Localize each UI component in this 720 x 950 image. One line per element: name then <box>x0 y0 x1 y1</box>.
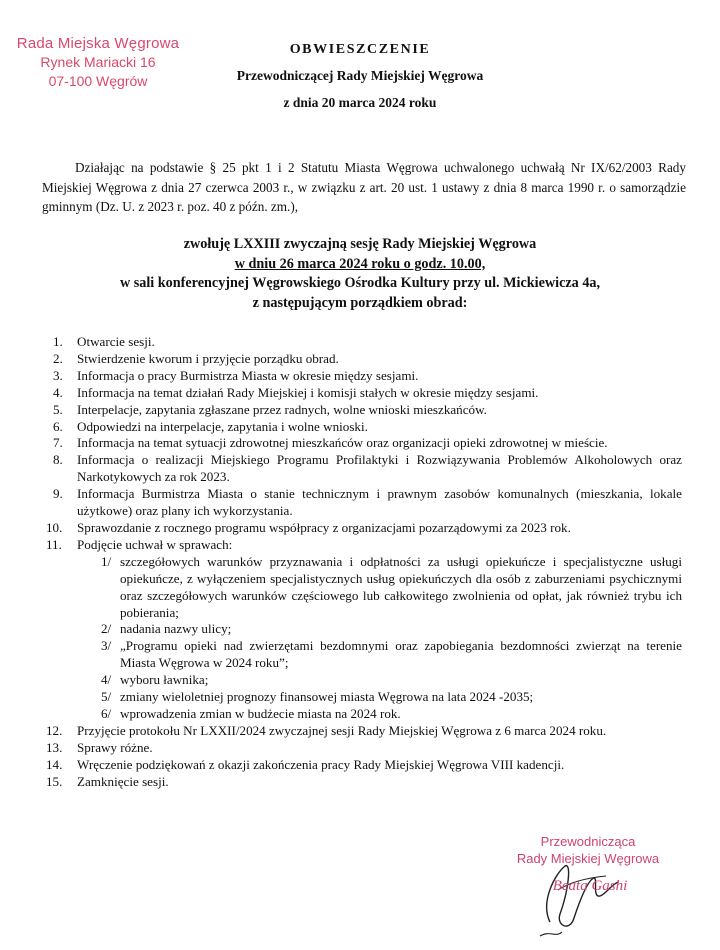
agenda-item <box>0 334 720 351</box>
convocation-agenda-intro: z następującym porządkiem obrad: <box>252 294 468 311</box>
signature-name-stamp: Beata Gashi <box>552 878 628 894</box>
agenda-item-text: Informacja o pracy Burmistrza Miasta w okresie między sesjami. <box>77 367 419 383</box>
agenda-item-number: 2. <box>53 350 63 366</box>
resolution-text: wprowadzenia zmian w budżecie miasta na 2024 rok. <box>120 705 401 721</box>
agenda-item-number: 11. <box>46 536 62 552</box>
agenda-item-text: Stwierdzenie kworum i przyjęcie porządku obrad. <box>77 350 339 366</box>
agenda-item-number: 14. <box>46 756 63 772</box>
agenda-item-number: 4. <box>53 384 63 400</box>
agenda-item-text: Informacja Burmistrza Miasta o stanie technicznym i prawnym zasobów komunalnych (mieszkania, lokale użytkowe) oraz plany ich wykorzystania. <box>77 486 682 519</box>
resolution-number: 5/ <box>101 689 112 705</box>
agenda-item-number: 12. <box>46 722 63 738</box>
agenda-item-text: Odpowiedzi na interpelacje, zapytania i wolne wnioski. <box>77 418 368 434</box>
agenda-item <box>0 351 720 368</box>
document-title: OBWIESZCZENIE <box>289 42 431 57</box>
signature-title: Przewodnicząca <box>540 834 636 849</box>
agenda-item-text: Informacja o realizacji Miejskiego Programu Profilaktyki i Rozwiązywania Problemów Alkoholowych oraz Narkotykowych za rok 2023. <box>77 452 682 485</box>
legal-basis-paragraph: Działając na podstawie § 25 pkt 1 i 2 Statutu Miasta Węgrowa uchwalonego uchwałą Nr IX/62/2003 Rady Miejskiej Węgrowa z dnia 27 czerwca 2003 r., w związku z art. 20 ust. 1 ustawy z dnia 8 marca 1990 r. o samorządzie gminnym (Dz. U. z 2023 r. poz. 40 z późn. zm.), <box>42 160 686 214</box>
agenda-item <box>0 723 720 740</box>
agenda-item-number: 1. <box>53 334 63 349</box>
agenda-item-text: Informacja na temat sytuacji zdrowotnej mieszkańców oraz organizacji opieki zdrowotnej w mieście. <box>77 435 608 451</box>
agenda-item-number: 5. <box>53 401 63 417</box>
agenda-item-number: 7. <box>53 435 63 451</box>
convocation-location-line: w sali konferencyjnej Węgrowskiego Ośrodka Kultury przy ul. Mickiewicza 4a, <box>119 275 601 291</box>
agenda-item-text: Otwarcie sesji. <box>77 334 155 349</box>
document-subtitle-issuer: Przewodniczącej Rady Miejskiej Węgrowa <box>236 68 484 83</box>
agenda-list <box>0 334 720 790</box>
resolution-item <box>0 672 720 689</box>
resolution-text: „Programu opieki nad zwierzętami bezdomnymi oraz zapobiegania bezdomności zwierząt na terenie Miasta Węgrowa w 2024 roku”; <box>120 638 682 671</box>
stamp-line-1: Rada Miejska Węgrowa <box>16 35 180 52</box>
resolution-number: 1/ <box>101 553 112 569</box>
agenda-item <box>0 740 720 757</box>
resolution-item <box>0 621 720 638</box>
agenda-item <box>0 419 720 436</box>
agenda-item <box>0 385 720 402</box>
agenda-item-resolutions <box>0 537 720 554</box>
agenda-item-number: 8. <box>53 452 63 468</box>
resolution-text: wyboru ławnika; <box>120 672 209 688</box>
convocation-date-line: w dniu 26 marca 2024 roku o godz. 10.00, <box>234 255 486 272</box>
agenda-item-text: Zamknięcie sesji. <box>77 773 169 789</box>
resolution-number: 4/ <box>101 672 112 688</box>
resolution-item <box>0 638 720 672</box>
agenda-item-text: Sprawy różne. <box>77 739 153 755</box>
agenda-item-text: Przyjęcie protokołu Nr LXXII/2024 zwyczajnej sesji Rady Miejskiej Węgrowa z 6 marca 2024 roku. <box>77 722 607 738</box>
stamp-line-2: Rynek Mariacki 16 <box>40 54 156 70</box>
handwritten-signature <box>510 852 660 944</box>
resolution-item <box>0 554 720 622</box>
agenda-item <box>0 757 720 774</box>
signature-stroke-tail <box>540 932 562 936</box>
resolution-text: zmiany wieloletniej prognozy finansowej miasta Węgrowa na lata 2024 -2035; <box>120 689 534 705</box>
convocation-line-1: zwołuję LXXIII zwyczajną sesję Rady Miejskiej Węgrowa <box>183 236 537 252</box>
agenda-item-number: 9. <box>53 486 63 502</box>
resolution-text: szczegółowych warunków przyznawania i odpłatności za usługi opiekuńcze i specjalistyczne usługi opiekuńcze, z wyłączeniem specjalistycznych usług opiekuńczych dla osób z zaburzeniami psychicznymi oraz szczegółowych warunków częściowego lub całkowitego zwolnienia od opłat, jak również trybu ich pobierania; <box>120 553 682 620</box>
stamp-line-3: 07-100 Węgrów <box>48 73 148 89</box>
agenda-item-number: 6. <box>53 418 63 434</box>
agenda-item <box>0 486 720 520</box>
agenda-item <box>0 520 720 537</box>
resolution-number: 6/ <box>101 705 112 721</box>
agenda-item-text: Sprawozdanie z rocznego programu współpracy z organizacjami pozarządowymi za 2023 rok. <box>77 519 571 535</box>
signature-body: Rady Miejskiej Węgrowa <box>516 851 660 866</box>
agenda-item-text: Informacja na temat działań Rady Miejskiej i komisji stałych w okresie między sesjami. <box>77 384 539 400</box>
signature-stroke-main <box>547 866 618 926</box>
agenda-item-number: 13. <box>46 739 63 755</box>
resolution-number: 3/ <box>101 638 112 654</box>
agenda-item-number: 10. <box>46 519 63 535</box>
document-subtitle-date: z dnia 20 marca 2024 roku <box>283 95 437 110</box>
resolution-text: nadania nazwy ulicy; <box>120 621 232 637</box>
agenda-item-number: 15. <box>46 773 63 789</box>
agenda-item <box>0 452 720 486</box>
session-convocation <box>30 235 690 313</box>
resolution-item <box>0 706 720 723</box>
agenda-item <box>0 774 720 791</box>
agenda-item-text: Wręczenie podziękowań z okazji zakończenia pracy Rady Miejskiej Węgrowa VIII kadencji. <box>77 756 565 772</box>
agenda-item <box>0 435 720 452</box>
agenda-item-number: 3. <box>53 367 63 383</box>
agenda-item-text: Podjęcie uchwał w sprawach: <box>77 536 233 552</box>
agenda-item <box>0 368 720 385</box>
resolution-item <box>0 689 720 706</box>
resolution-number: 2/ <box>101 621 112 637</box>
agenda-item <box>0 402 720 419</box>
agenda-item-text: Interpelacje, zapytania zgłaszane przez radnych, wolne wnioski mieszkańców. <box>77 401 487 417</box>
